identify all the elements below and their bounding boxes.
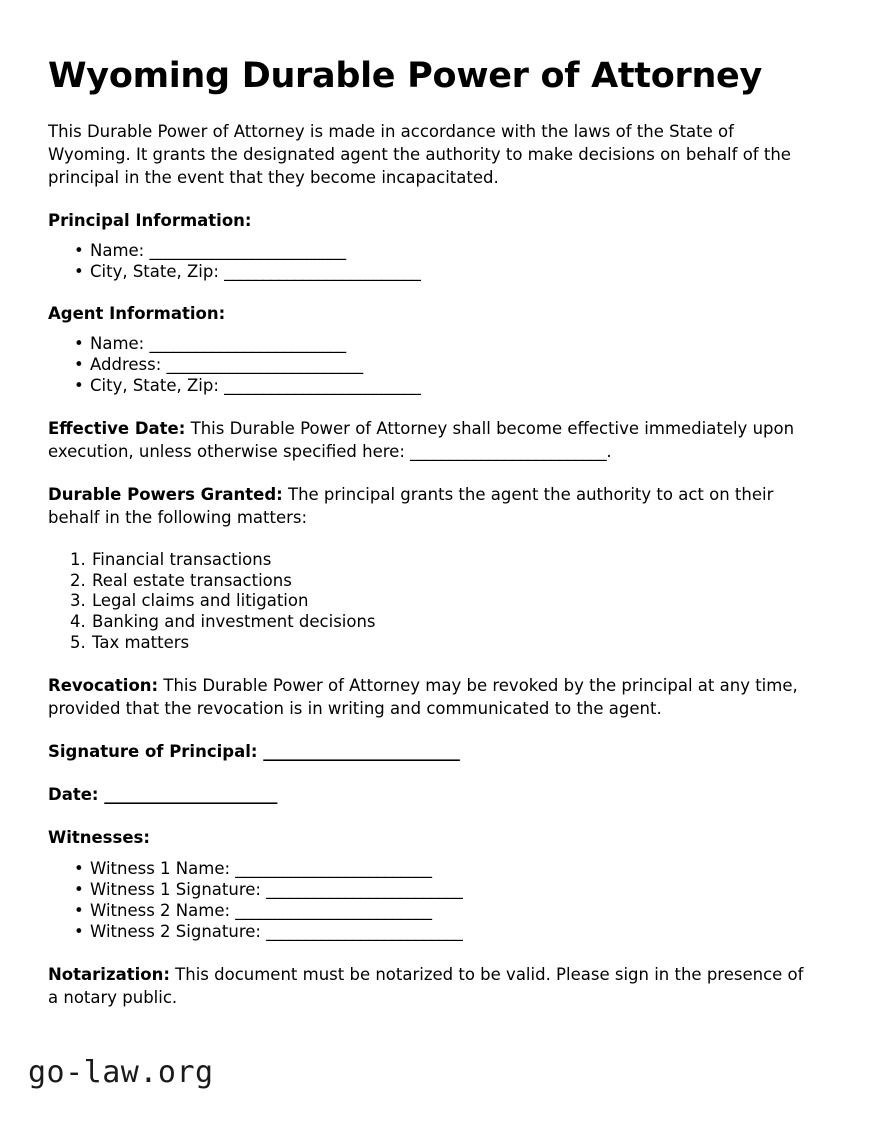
- list-item: [74, 334, 818, 355]
- notarization-paragraph: [48, 963, 818, 1009]
- field-label: City, State, Zip:: [90, 261, 219, 281]
- date-field: [48, 784, 818, 805]
- field-label: Witness 2 Signature:: [90, 921, 261, 941]
- field-label: Witness 1 Signature:: [90, 879, 261, 899]
- list-item: [74, 376, 818, 397]
- blank-field[interactable]: _________________________: [224, 376, 421, 396]
- durable-powers-label: Durable Powers Granted:: [48, 485, 283, 505]
- blank-field[interactable]: _________________________: [263, 741, 460, 761]
- revocation-paragraph: [48, 674, 818, 720]
- field-label: Witness 2 Name:: [90, 900, 231, 920]
- blank-field[interactable]: _________________________: [266, 921, 463, 941]
- list-item: Financial transactions: [92, 549, 272, 569]
- principal-information-list: [48, 241, 818, 283]
- list-item: Banking and investment decisions: [92, 612, 376, 632]
- blank-field[interactable]: _________________________: [166, 355, 363, 375]
- list-item: [74, 859, 818, 880]
- signature-of-principal-field: [48, 741, 818, 762]
- list-item: [74, 880, 818, 901]
- agent-information-list: [48, 334, 818, 397]
- signature-of-principal-label: Signature of Principal:: [48, 741, 258, 761]
- blank-field[interactable]: _________________________: [410, 442, 607, 462]
- blank-field[interactable]: _________________________: [149, 334, 346, 354]
- effective-date-period: .: [606, 442, 612, 462]
- blank-field[interactable]: _________________________: [235, 858, 432, 878]
- list-item: Tax matters: [92, 633, 190, 653]
- effective-date-text: This Durable Power of Attorney shall become effective immediately upon execution, unless otherwise specified here:: [48, 419, 795, 462]
- field-label: City, State, Zip:: [90, 376, 219, 396]
- witnesses-heading: Witnesses:: [48, 828, 150, 848]
- notarization-label: Notarization:: [48, 964, 170, 984]
- blank-field[interactable]: ______________________: [104, 784, 277, 804]
- effective-date-label: Effective Date:: [48, 419, 186, 439]
- durable-powers-paragraph: [48, 483, 818, 529]
- revocation-text: This Durable Power of Attorney may be revoked by the principal at any time, provided that the revocation is in writing and communicated to the agent.: [48, 676, 798, 719]
- list-item: [74, 922, 818, 943]
- durable-powers-text: The principal grants the agent the authority to act on their behalf in the following matters:: [48, 485, 774, 528]
- witnesses-list: [48, 859, 818, 943]
- durable-powers-list: [48, 550, 818, 655]
- effective-date-paragraph: [48, 417, 818, 463]
- field-label: Witness 1 Name:: [90, 858, 231, 878]
- list-item: [74, 262, 818, 283]
- principal-information-heading: Principal Information:: [48, 210, 252, 230]
- list-item: [74, 901, 818, 922]
- agent-information-heading: Agent Information:: [48, 303, 226, 323]
- list-item: [74, 355, 818, 376]
- field-label: Address:: [90, 355, 162, 375]
- intro-paragraph: This Durable Power of Attorney is made in accordance with the laws of the State of Wyoming. It grants the designated agent the authority to make decisions on behalf of the principal in the event that they become incapacitated.: [48, 122, 791, 188]
- list-item: Real estate transactions: [92, 570, 292, 590]
- page-title: Wyoming Durable Power of Attorney: [48, 56, 763, 96]
- date-label: Date:: [48, 784, 99, 804]
- blank-field[interactable]: _________________________: [149, 240, 346, 260]
- field-label: Name:: [90, 240, 145, 260]
- list-item: Legal claims and litigation: [92, 591, 309, 611]
- blank-field[interactable]: _________________________: [224, 261, 421, 281]
- list-item: [74, 241, 818, 262]
- revocation-label: Revocation:: [48, 676, 159, 696]
- blank-field[interactable]: _________________________: [235, 900, 432, 920]
- notarization-text: This document must be notarized to be valid. Please sign in the presence of a notary public.: [48, 964, 804, 1007]
- blank-field[interactable]: _________________________: [266, 879, 463, 899]
- watermark-text: go-law.org: [28, 1055, 214, 1090]
- field-label: Name:: [90, 334, 145, 354]
